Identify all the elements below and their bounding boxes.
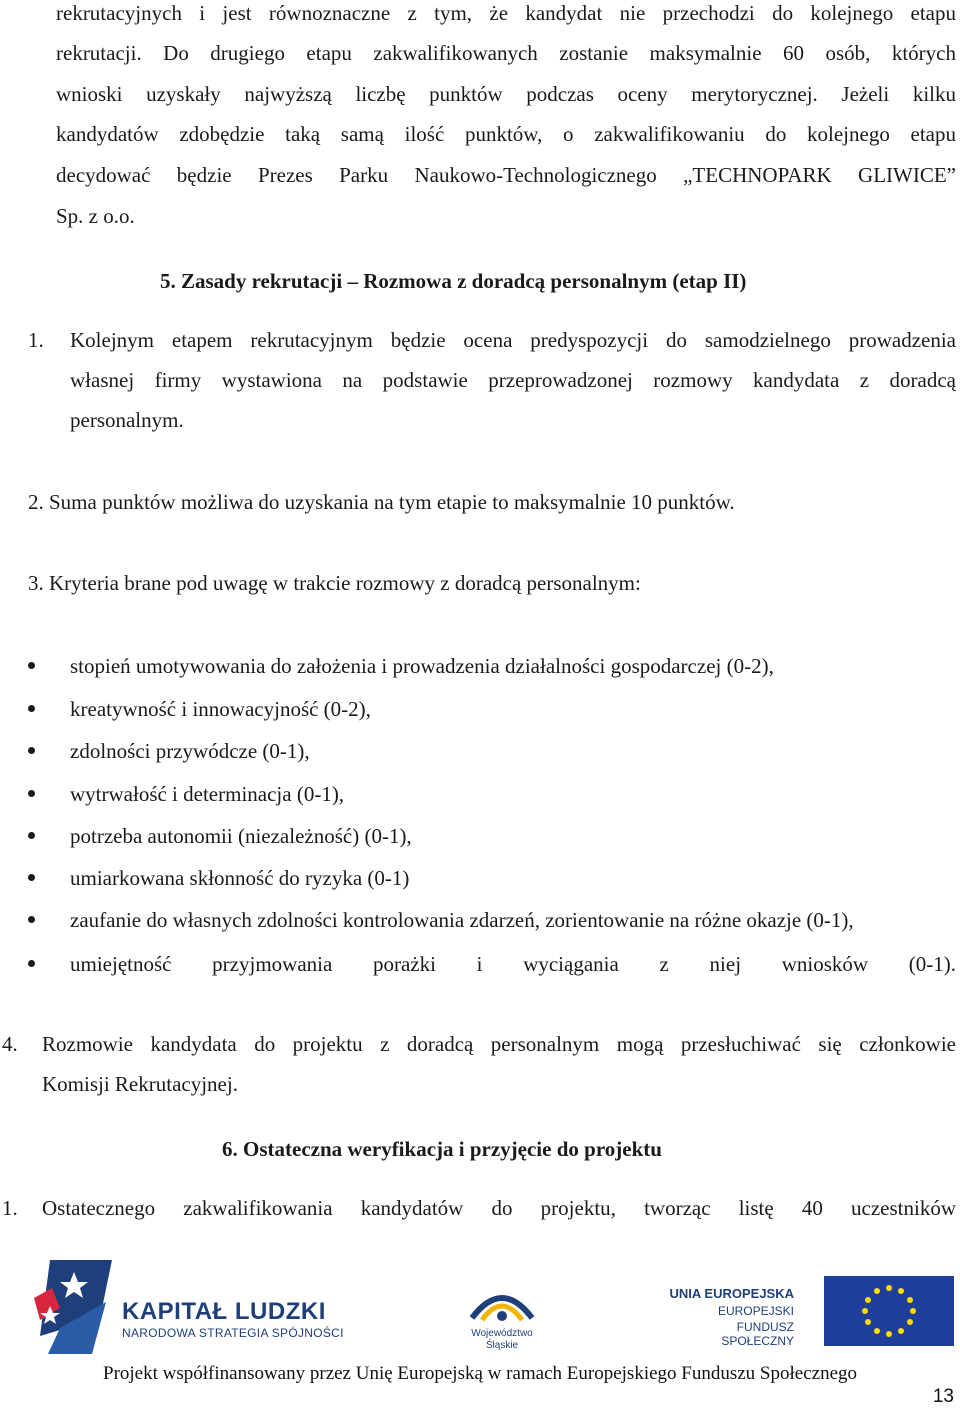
wojewodztwo-emblem-icon [462,1278,542,1326]
bullet-icon [28,916,35,923]
kapital-ludzki-title: KAPITAŁ LUDZKI [122,1298,326,1325]
wojewodztwo-label-1: Województwo [471,1328,533,1339]
criteria-item: umiarkowana skłonność do ryzyka (0-1) [70,866,410,890]
section5-item1-number: 1. [28,328,44,352]
eu-flag-icon [824,1276,954,1346]
eu-label-3: FUNDUSZ SPOŁECZNY [721,1320,794,1348]
kapital-ludzki-emblem-icon [30,1258,120,1358]
section5-item3: 3. Kryteria brane pod uwagę w trakcie rozmowy z doradcą personalnym: [28,571,641,595]
section6-item1-line: Ostatecznego zakwalifikowania kandydatów do projektu, tworząc listę 40 uczestników [42,1196,956,1220]
criteria-item: wytrwałość i determinacja (0-1), [70,782,345,806]
section5-heading: 5. Zasady rekrutacji – Rozmowa z doradcą personalnym (etap II) [160,269,747,293]
page-number: 13 [932,1386,954,1407]
section5-item4-number: 4. [2,1032,18,1056]
criteria-item: potrzeba autonomii (niezależność) (0-1), [70,824,412,848]
bullet-icon [28,747,35,754]
section5-item1-line-3: personalnym. [70,408,184,432]
criteria-item: umiejętność przyjmowania porażki i wyciągania z niej wniosków (0-1). [70,952,956,976]
bullet-icon [28,960,35,967]
section5-item1-line-1: Kolejnym etapem rekrutacyjnym będzie ocena predyspozycji do samodzielnego prowadzenia [70,328,956,352]
eu-label-2: EUROPEJSKI [717,1304,794,1318]
intro-line-2: rekrutacji. Do drugiego etapu zakwalifikowanych zostanie maksymalnie 60 osób, których [56,41,956,65]
bullet-icon [28,662,35,669]
kapital-ludzki-logo [30,1258,350,1358]
criteria-item: zdolności przywódcze (0-1), [70,739,310,763]
section6-item1-number: 1. [2,1196,18,1220]
kapital-ludzki-subtitle: NARODOWA STRATEGIA SPÓJNOŚCI [122,1326,344,1340]
criteria-item: zaufanie do własnych zdolności kontrolowania zdarzeń, zorientowanie na różne okazje (0-1), [70,908,854,932]
eu-efs-logo [664,1280,954,1350]
wojewodztwo-slaskie-logo [462,1278,542,1362]
intro-line-5: decydować będzie Prezes Parku Naukowo-Technologicznego „TECHNOPARK GLIWICE” [56,163,956,187]
bullet-icon [28,790,35,797]
criteria-item: stopień umotywowania do założenia i prowadzenia działalności gospodarczej (0-2), [70,654,774,678]
bullet-icon [28,705,35,712]
wojewodztwo-label-2: Śląskie [485,1340,519,1351]
bullet-icon [28,874,35,881]
section5-item1-line-2: własnej firmy wystawiona na podstawie przeprowadzonej rozmowy kandydata z doradcą [70,368,956,392]
intro-line-1: rekrutacyjnych i jest równoznaczne z tym, że kandydat nie przechodzi do kolejnego etapu [56,1,956,25]
intro-line-6: Sp. z o.o. [56,204,135,228]
criteria-item: kreatywność i innowacyjność (0-2), [70,697,371,721]
section6-heading: 6. Ostateczna weryfikacja i przyjęcie do projektu [222,1137,662,1161]
footer-cofinancing-note: Projekt współfinansowany przez Unię Europejską w ramach Europejskiego Funduszu Społecznego [103,1363,857,1384]
intro-line-4: kandydatów zdobędzie taką samą ilość punktów, o zakwalifikowaniu do kolejnego etapu [56,122,956,146]
section5-item2: 2. Suma punktów możliwa do uzyskania na tym etapie to maksymalnie 10 punktów. [28,490,735,514]
section5-item4-line-2: Komisji Rekrutacyjnej. [42,1072,238,1096]
eu-label-1: UNIA EUROPEJSKA [669,1286,794,1301]
section5-item4-line-1: Rozmowie kandydata do projektu z doradcą personalnym mogą przesłuchiwać się członkowie [42,1032,956,1056]
intro-line-3: wnioski uzyskały najwyższą liczbę punktów podczas oceny merytorycznej. Jeżeli kilku [56,82,956,106]
bullet-icon [28,832,35,839]
